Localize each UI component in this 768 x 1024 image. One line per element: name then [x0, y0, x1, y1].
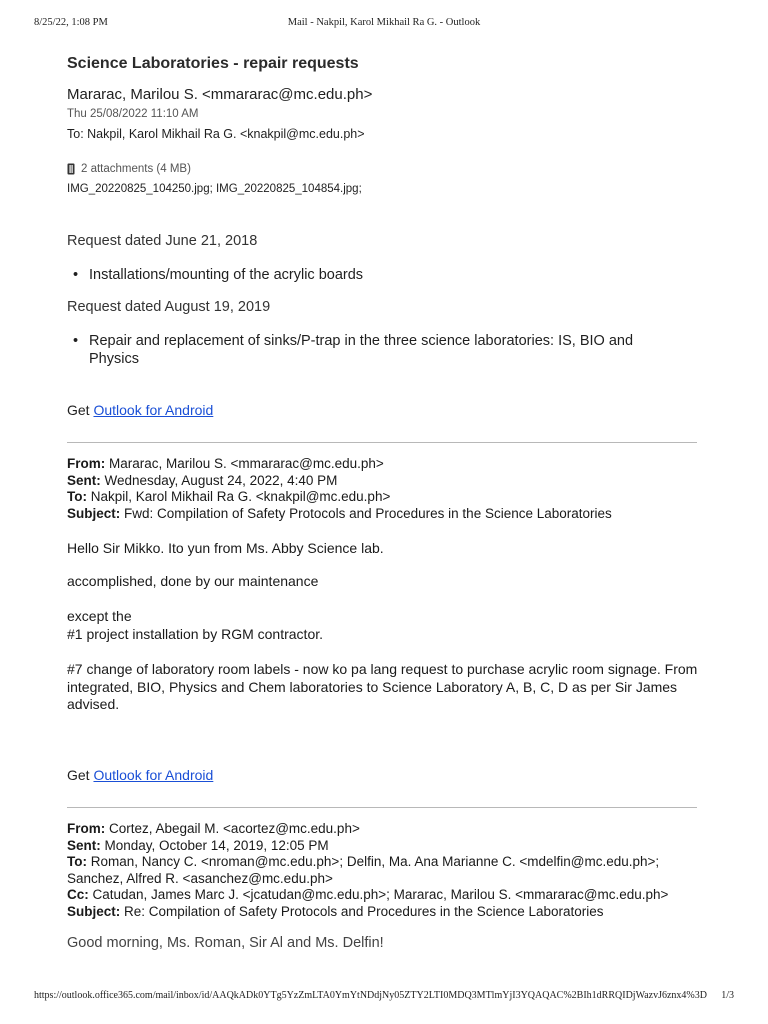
outlook-android-link-2[interactable]: Outlook for Android [93, 767, 214, 783]
outlook-promo-2 [67, 767, 213, 783]
forward1-to: Nakpil, Karol Mikhail Ra G. <knakpil@mc.edu.ph> [87, 489, 391, 504]
subject-label-2: Subject: [67, 903, 121, 919]
request2-heading: Request dated August 19, 2019 [67, 299, 271, 315]
forward1-to-row [67, 489, 707, 506]
forward1-from: Mararac, Marilou S. <mmararac@mc.edu.ph> [105, 456, 384, 471]
to-label: To: [67, 489, 87, 504]
print-footer [34, 990, 734, 1004]
forward1-line5: #7 change of laboratory room labels - now ko pa lang request to purchase acrylic room signage. From integrated, BIO, Physics and Chem laboratories to Science Laboratory A, B, C, D as per Sir James advised. [67, 661, 698, 712]
forward1-subject-row [67, 506, 707, 523]
print-header [34, 17, 734, 31]
forward2-from-row [67, 821, 707, 838]
forward1-subject: Fwd: Compilation of Safety Protocols and Procedures in the Science Laboratories [120, 505, 612, 521]
forward1-line2: accomplished, done by our maintenance [67, 573, 319, 589]
forward1-line4: #1 project installation by RGM contractor. [67, 626, 324, 642]
email-sent-time: Thu 25/08/2022 11:10 AM [67, 108, 199, 120]
divider [67, 442, 697, 443]
print-title: Mail - Nakpil, Karol Mikhail Ra G. - Outlook [287, 17, 481, 28]
forward2-sent: Monday, October 14, 2019, 12:05 PM [100, 837, 329, 853]
email-sender[interactable]: Mararac, Marilou S. <mmararac@mc.edu.ph> [67, 86, 373, 103]
print-url: https://outlook.office365.com/mail/inbox/id/AAQkADk0YTg5YzZmLTA0YmYtNDdjNy05ZTY2LTI0MDQ3MTlmYjI3YQAQAC%2BIh1dRRQIDjWazvJ6znx4%3D [34, 990, 707, 1001]
from-label: From: [67, 456, 106, 471]
subject-label: Subject: [67, 505, 121, 521]
attachments-label: 2 attachments (4 MB) [81, 163, 191, 175]
forward2-greeting: Good morning, Ms. Roman, Sir Al and Ms. Delfin! [67, 935, 384, 951]
attachment-files[interactable]: IMG_20220825_104250.jpg; IMG_20220825_104854.jpg; [67, 183, 362, 195]
forward2-subject-row [67, 904, 707, 921]
sent-label: Sent: [67, 472, 101, 488]
request1-heading: Request dated June 21, 2018 [67, 233, 258, 249]
attachments-summary[interactable] [67, 163, 191, 175]
outlook-promo-prefix: Get [67, 402, 94, 418]
forward1-sent-row [67, 473, 707, 490]
page-number: 1/3 [721, 990, 734, 1001]
cc-label: Cc: [67, 887, 89, 902]
forward1-header [67, 456, 707, 522]
forward2-to: Roman, Nancy C. <nroman@mc.edu.ph>; Delfin, Ma. Ana Marianne C. <mdelfin@mc.edu.ph>; Sanchez, Alfred R. <asanchez@mc.edu.ph> [67, 854, 660, 886]
forward2-sent-row [67, 838, 707, 855]
outlook-android-link[interactable]: Outlook for Android [93, 402, 214, 418]
divider-2 [67, 807, 697, 808]
sent-label-2: Sent: [67, 837, 101, 853]
email-subject: Science Laboratories - repair requests [67, 55, 359, 72]
outlook-promo-prefix-2: Get [67, 767, 94, 783]
forward1-from-row [67, 456, 707, 473]
forward2-cc: Catudan, James Marc J. <jcatudan@mc.edu.ph>; Mararac, Marilou S. <mmararac@mc.edu.ph> [88, 887, 669, 902]
print-datetime: 8/25/22, 1:08 PM [34, 17, 108, 28]
forward2-subject: Re: Compilation of Safety Protocols and Procedures in the Science Laboratories [120, 903, 604, 919]
forward2-to-row [67, 854, 707, 887]
outlook-promo [67, 402, 213, 418]
to-label-2: To: [67, 854, 87, 869]
from-label-2: From: [67, 821, 106, 836]
forward2-from: Cortez, Abegail M. <acortez@mc.edu.ph> [105, 821, 360, 836]
forward2-cc-row [67, 887, 707, 904]
forward1-sent: Wednesday, August 24, 2022, 4:40 PM [100, 472, 338, 488]
paperclip-icon [67, 163, 75, 175]
email-to-line[interactable]: To: Nakpil, Karol Mikhail Ra G. <knakpil@mc.edu.ph> [67, 127, 365, 141]
forward1-line1: Hello Sir Mikko. Ito yun from Ms. Abby Science lab. [67, 540, 384, 556]
request1-item: • Installations/mounting of the acrylic boards [89, 266, 679, 284]
forward2-header [67, 821, 707, 920]
forward1-line3: except the [67, 608, 132, 624]
request2-item: • Repair and replacement of sinks/P-trap in the three science laboratories: IS, BIO and Physics [89, 332, 679, 368]
